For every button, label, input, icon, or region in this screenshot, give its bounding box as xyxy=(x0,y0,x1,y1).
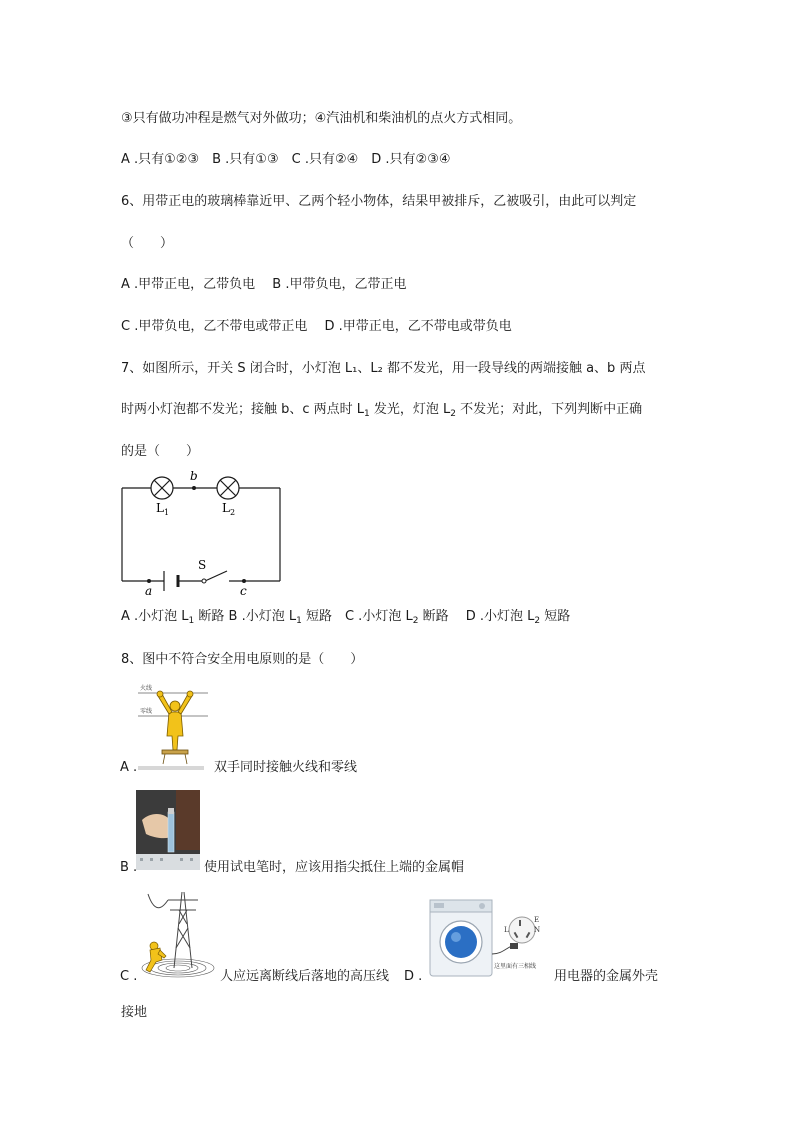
q8-b-label: B . xyxy=(120,860,138,875)
q7-options: A .小灯泡 $L_1$ 断路 B .小灯泡 $L_1$ 短路 C .小灯泡 $L_2$ 断路 D .小灯泡 $L_2$ 短路 xyxy=(121,609,571,626)
q8-a-text: 双手同时接触火线和零线 xyxy=(214,760,358,775)
q8-d-text-cont: 接地 xyxy=(121,1005,148,1020)
high-voltage-tower-image xyxy=(138,888,218,980)
q8-c-text: 人应远离断线后落地的高压线 xyxy=(220,969,390,984)
washing-machine-image xyxy=(426,896,548,980)
label-b: b xyxy=(190,469,198,483)
q5-statement-tail: ③只有做功冲程是燃气对外做功；④汽油机和柴油机的点火方式相同。 xyxy=(121,111,522,126)
svg-text:火线: 火线 xyxy=(140,685,153,692)
label-S: S xyxy=(198,558,207,572)
q6-options-line1: A .甲带正电，乙带负电 B .甲带负电，乙带正电 xyxy=(121,277,407,292)
plug-label-N: N xyxy=(534,926,541,934)
q7-stem-line2: 时两小灯泡都不发光；接触 b、c 两点时 $L_1$ 发光，灯泡 $L_2$ 不发光；对此，下列判断中正确 xyxy=(121,402,643,419)
q8-a-label: A . xyxy=(120,760,138,775)
q8-stem: 8、图中不符合安全用电原则的是（ ） xyxy=(121,652,364,667)
q8-d-label: D . xyxy=(404,969,423,984)
q7-stem-line1: 7、如图所示，开关 S 闭合时，小灯泡 L₁、L₂ 都不发光，用一段导线的两端接触 a、b 两点 xyxy=(121,361,646,376)
svg-text:零线: 零线 xyxy=(140,708,153,715)
person-touching-wires-image xyxy=(138,680,210,772)
q6-options-line2: C .甲带负电，乙不带电或带正电 D .甲带正电，乙不带电或带负电 xyxy=(121,319,512,334)
plug-label-E: E xyxy=(534,916,540,924)
q7-stem-line3: 的是（ ） xyxy=(121,444,200,459)
q6-stem-line2: （ ） xyxy=(121,236,174,251)
lamp-L2 xyxy=(217,477,239,499)
circuit-diagram xyxy=(118,468,286,598)
label-L2: $L_2$ xyxy=(222,501,236,517)
plug-caption: 这里面有三相线 xyxy=(494,963,537,970)
q8-c-label: C . xyxy=(120,969,138,984)
label-c: c xyxy=(240,584,247,598)
q8-b-text: 使用试电笔时，应该用指尖抵住上端的金属帽 xyxy=(204,860,465,875)
plug-label-L: L xyxy=(504,926,509,934)
label-a: a xyxy=(145,584,153,598)
q8-d-text: 用电器的金属外壳 xyxy=(554,969,659,984)
q5-options: A .只有①②③ B .只有①③ C .只有②④ D .只有②③④ xyxy=(121,152,451,167)
label-L1: $L_1$ xyxy=(156,501,170,517)
lamp-L1 xyxy=(151,477,173,499)
test-pen-hand-image xyxy=(136,790,200,870)
q6-stem-line1: 6、用带正电的玻璃棒靠近甲、乙两个轻小物体，结果甲被排斥，乙被吸引，由此可以判定 xyxy=(121,194,637,209)
